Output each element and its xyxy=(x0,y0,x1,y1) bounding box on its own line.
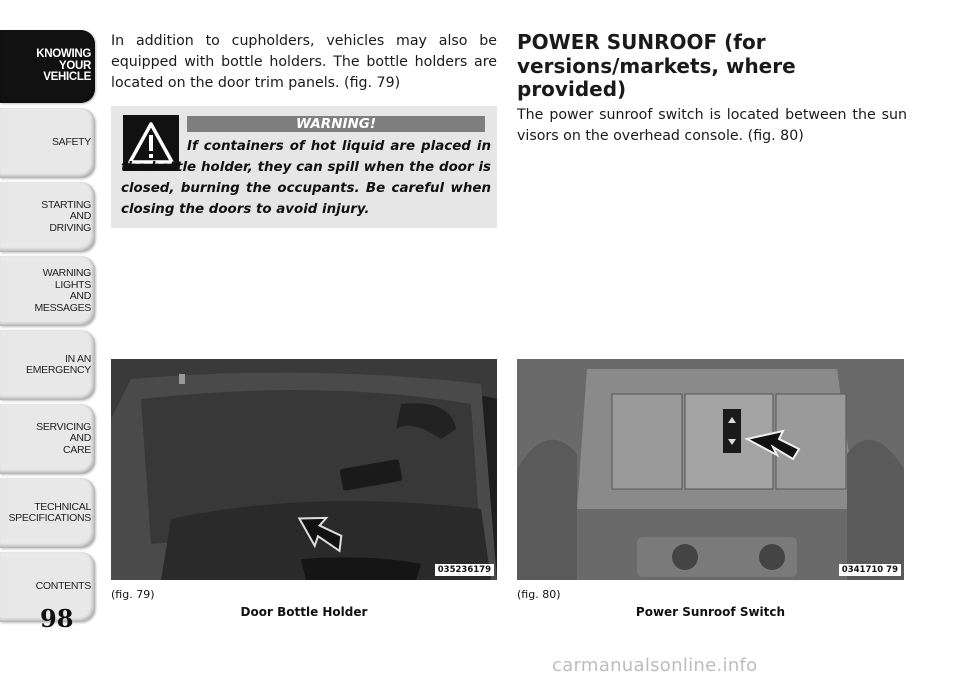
sunroof-switch-illustration xyxy=(517,359,904,580)
figure-caption: Power Sunroof Switch xyxy=(635,605,786,619)
tab-contents[interactable]: CONTENTS xyxy=(0,552,95,622)
figure-code: 0341710 79 xyxy=(839,564,901,576)
sunroof-intro: The power sunroof switch is located between the sun visors on the overhead console. (fig. 80) xyxy=(517,106,907,144)
warning-title: WARNING! xyxy=(187,116,485,132)
tab-knowing-your-vehicle[interactable]: KNOWING YOUR VEHICLE xyxy=(0,30,95,103)
bottle-holder-intro: In addition to cupholders, vehicles may also be equipped with bottle holders. The bottle holders are located on the door trim panels. (fig. 79) xyxy=(111,33,497,91)
page-number: 98 xyxy=(40,604,74,633)
section-heading: POWER SUNROOF (for versions/markets, where provided) xyxy=(517,30,796,101)
tab-warning-lights-and-messages[interactable]: WARNING LIGHTS AND MESSAGES xyxy=(0,256,95,326)
right-column xyxy=(517,31,907,147)
tab-starting-and-driving[interactable]: STARTING AND DRIVING xyxy=(0,182,95,252)
warning-text-wrap xyxy=(121,136,491,220)
power-sunroof-switch-photo xyxy=(517,359,904,580)
door-bottle-holder-illustration xyxy=(111,359,497,580)
figure-ref: (fig. 79) xyxy=(111,588,155,601)
tab-servicing-and-care[interactable]: SERVICING AND CARE xyxy=(0,404,95,474)
door-bottle-holder-photo xyxy=(111,359,497,580)
figure-code: 035236179 xyxy=(435,564,494,576)
figure-ref: (fig. 80) xyxy=(517,588,561,601)
watermark: carmanualsonline.info xyxy=(552,655,758,676)
tab-safety[interactable]: SAFETY xyxy=(0,108,95,178)
warning-text: If containers of hot liquid are placed in the bottle holder, they can spill when the door is closed, burning the occupants. Be careful when closing the doors to avoid injury. xyxy=(121,139,491,217)
figure-caption: Door Bottle Holder xyxy=(240,605,368,619)
tab-technical-specifications[interactable]: TECHNICAL SPECIFICATIONS xyxy=(0,478,95,548)
left-column xyxy=(111,31,497,94)
tab-in-an-emergency[interactable]: IN AN EMERGENCY xyxy=(0,330,95,400)
warning-box xyxy=(111,106,497,228)
